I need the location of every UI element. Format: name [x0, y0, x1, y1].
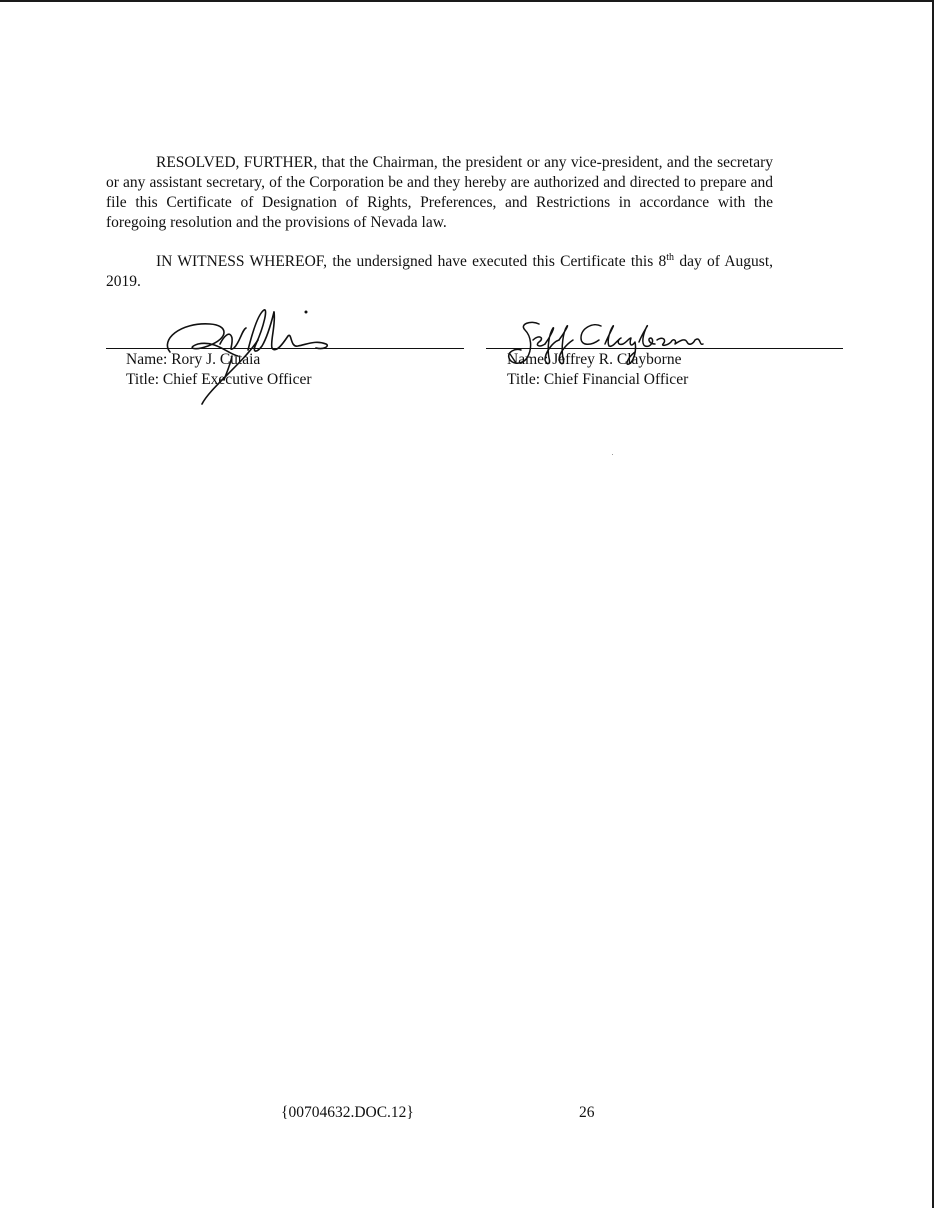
document-id-footer: {00704632.DOC.12}	[281, 1104, 414, 1121]
witness-text-before: IN WITNESS WHEREOF, the undersigned have executed this Certificate this 8	[156, 253, 667, 270]
resolution-paragraph	[106, 153, 773, 233]
page-top-border	[0, 0, 934, 2]
witness-paragraph	[106, 252, 773, 292]
scan-speck	[612, 454, 613, 455]
witness-superscript: th	[666, 251, 675, 263]
cfo-title-line: Title: Chief Financial Officer	[507, 371, 689, 388]
ceo-handwritten-signature	[158, 300, 338, 405]
cfo-name-line: Name: Jeffrey R. Clayborne	[507, 351, 682, 368]
cfo-handwritten-signature	[505, 318, 705, 370]
resolution-text: RESOLVED, FURTHER, that the Chairman, the president or any vice-president, and the secretary or any assistant secretary, of the Corporation be and they hereby are authorized and directed to prepare and file this Certificate of Designation of Rights, Preferences, and Restrictions in accordance with the foregoing resolution and the provisions of Nevada law.	[106, 154, 773, 231]
page-number: 26	[579, 1104, 595, 1121]
ceo-title-line: Title: Chief Executive Officer	[126, 371, 312, 388]
ceo-name-line: Name: Rory J. Cutaia	[126, 351, 261, 368]
witness-text-after: day of August, 2019.	[106, 253, 773, 290]
